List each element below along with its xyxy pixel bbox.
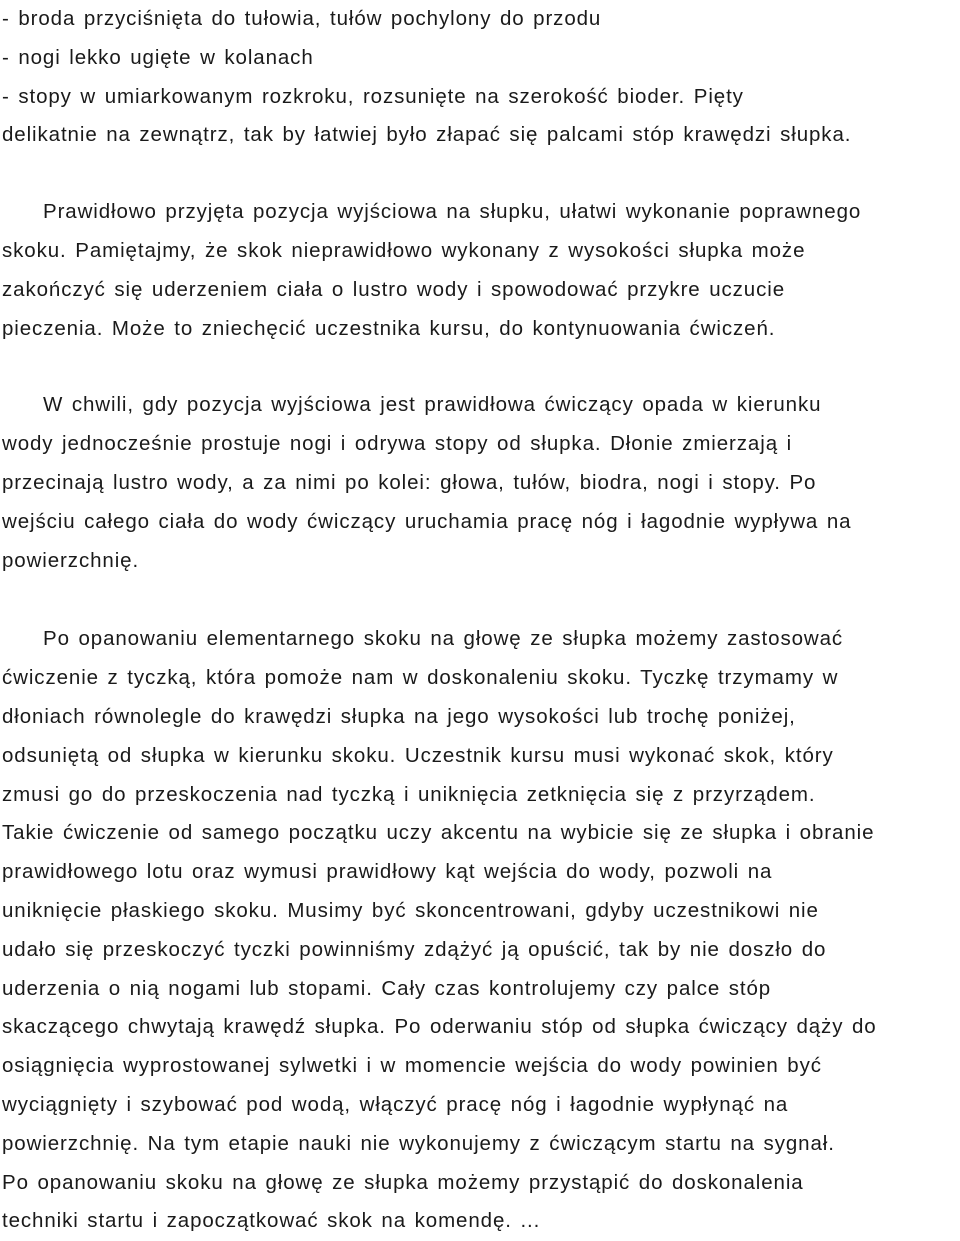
list-item-chin: - broda przyciśnięta do tułowia, tułów pochylony do przodu bbox=[2, 7, 602, 30]
paragraph-line: wyciągnięty i szybować pod wodą, włączyć pracę nóg i łagodnie wypłynąć na bbox=[2, 1092, 789, 1116]
paragraph-line: uderzenia o nią nogami lub stopami. Cały czas kontrolujemy czy palce stóp bbox=[2, 976, 772, 1000]
paragraph-line: odsuniętą od słupka w kierunku skoku. Uczestnik kursu musi wykonać skok, który bbox=[2, 743, 834, 767]
document-page bbox=[2, 0, 958, 1241]
paragraph-line: wody jednocześnie prostuje nogi i odrywa stopy od słupka. Dłonie zmierzają i bbox=[2, 432, 793, 456]
list-item-knees: - nogi lekko ugięte w kolanach bbox=[2, 45, 314, 69]
paragraph-line: Prawidłowo przyjęta pozycja wyjściowa na słupku, ułatwi wykonanie poprawnego bbox=[43, 200, 862, 224]
paragraph-line: uniknięcie płaskiego skoku. Musimy być skoncentrowani, gdyby uczestnikowi nie bbox=[2, 898, 819, 922]
paragraph-line: wejściu całego ciała do wody ćwiczący uruchamia pracę nóg i łagodnie wypływa na bbox=[2, 509, 852, 533]
paragraph-line: zakończyć się uderzeniem ciała o lustro wody i spowodować przykre uczucie bbox=[2, 277, 786, 301]
paragraph-line: dłoniach równolegle do krawędzi słupka na jego wysokości lub trochę poniżej, bbox=[2, 704, 796, 728]
paragraph-line: W chwili, gdy pozycja wyjściowa jest prawidłowa ćwiczący opada w kierunku bbox=[43, 393, 822, 417]
paragraph-line: skaczącego chwytają krawędź słupka. Po oderwaniu stóp od słupka ćwiczący dąży do bbox=[2, 1015, 877, 1039]
list-item-feet-continued: delikatnie na zewnątrz, tak by łatwiej było złapać się palcami stóp krawędzi słupka. bbox=[2, 123, 852, 147]
paragraph-line: Po opanowaniu skoku na głowę ze słupka możemy przystąpić do doskonalenia bbox=[2, 1170, 804, 1194]
paragraph-starting-position bbox=[2, 193, 958, 348]
paragraph-line: techniki startu i zapoczątkować skok na komendę. ... bbox=[2, 1209, 541, 1233]
paragraph-line: powierzchnię. Na tym etapie nauki nie wykonujemy z ćwiczącym startu na sygnał. bbox=[2, 1131, 835, 1155]
paragraph-dive-phase bbox=[2, 386, 958, 580]
intro-list bbox=[2, 0, 958, 155]
paragraph-line: skoku. Pamiętajmy, że skok nieprawidłowo wykonany z wysokości słupka może bbox=[2, 238, 806, 262]
paragraph-pole-exercise bbox=[2, 620, 958, 1241]
paragraph-line: ćwiczenie z tyczką, która pomoże nam w doskonaleniu skoku. Tyczkę trzymamy w bbox=[2, 666, 839, 690]
paragraph-line: powierzchnię. bbox=[2, 548, 140, 572]
paragraph-line: osiągnięcia wyprostowanej sylwetki i w momencie wejścia do wody powinien być bbox=[2, 1054, 822, 1078]
paragraph-line: Po opanowaniu elementarnego skoku na głowę ze słupka możemy zastosować bbox=[43, 627, 844, 651]
paragraph-line: Takie ćwiczenie od samego początku uczy akcentu na wybicie się ze słupka i obranie bbox=[2, 821, 875, 845]
paragraph-line: przecinają lustro wody, a za nimi po kolei: głowa, tułów, biodra, nogi i stopy. Po bbox=[2, 470, 817, 494]
paragraph-line: udało się przeskoczyć tyczki powinniśmy zdążyć ją opuścić, tak by nie doszło do bbox=[2, 937, 827, 961]
paragraph-line: pieczenia. Może to zniechęcić uczestnika kursu, do kontynuowania ćwiczeń. bbox=[2, 316, 776, 340]
paragraph-line: prawidłowego lotu oraz wymusi prawidłowy kąt wejścia do wody, pozwoli na bbox=[2, 860, 773, 884]
paragraph-line: zmusi go do przeskoczenia nad tyczką i uniknięcia zetknięcia się z przyrządem. bbox=[2, 782, 816, 806]
list-item-feet: - stopy w umiarkowanym rozkroku, rozsunięte na szerokość bioder. Pięty bbox=[2, 84, 744, 108]
